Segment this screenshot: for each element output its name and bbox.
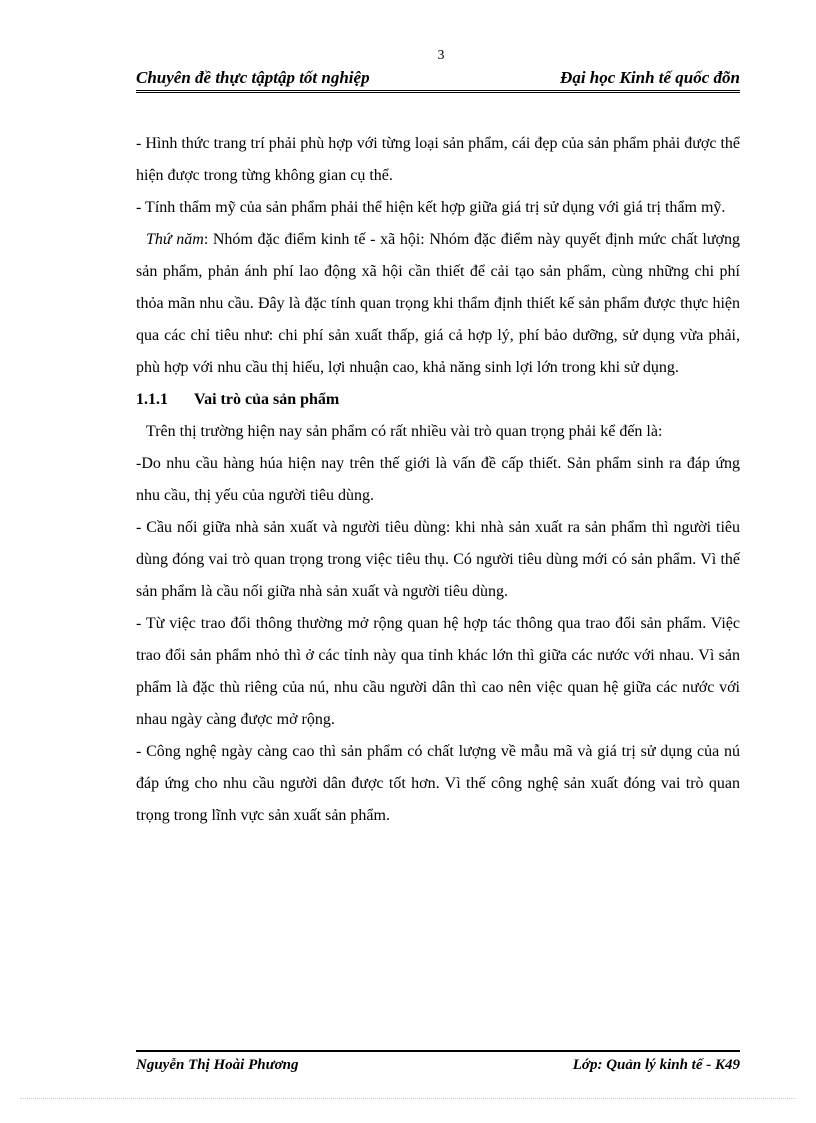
section-number: 1.1.1 bbox=[136, 391, 168, 408]
section-heading bbox=[136, 384, 740, 416]
thu-nam-label: Thứ năm bbox=[146, 231, 204, 248]
paragraph: - Tính thẩm mỹ của sản phẩm phải thể hiện kết hợp giữa giá trị sử dụng với giá trị thẩm mỹ. bbox=[136, 199, 726, 216]
footer-class: Lớp: Quản lý kinh tế - K49 bbox=[572, 1057, 740, 1073]
paragraph: - Cầu nối giữa nhà sản xuất và người tiêu dùng: khi nhà sản xuất ra sản phẩm thì người tiêu dùng đóng vai trò quan trọng trong việc tiêu thụ. Có người tiêu dùng mới có sản phẩm. Vì thế sản phẩm là cầu nối giữa nhà sản xuất và người tiêu dùng. bbox=[136, 519, 740, 600]
paragraph: - Công nghệ ngày càng cao thì sản phẩm có chất lượng về mẫu mã và giá trị sử dụng của nú đáp ứng cho nhu cầu người dân được tốt hơn. Vì thế công nghệ sản xuất đóng vai trò quan trọng trong lĩnh vực sản xuất sản phẩm. bbox=[136, 743, 740, 824]
footer-author: Nguyễn Thị Hoài Phương bbox=[136, 1057, 299, 1073]
paragraph: Trên thị trường hiện nay sản phẩm có rất nhiều vài trò quan trọng phải kể đến là: bbox=[146, 423, 663, 440]
section-title: Vai trò của sản phẩm bbox=[194, 391, 340, 408]
paragraph: - Từ việc trao đổi thông thường mở rộng quan hệ hợp tác thông qua trao đổi sản phẩm. Việc trao đổi sản phẩm nhỏ thì ở các tỉnh này qua tỉnh khác lớn thì giữa các nước với nhau. Vì sản phẩm là đặc thù riêng của nú, nhu cầu người dân thì cao nên việc quan hệ giữa các nước với nhau ngày càng được mở rộng. bbox=[136, 615, 740, 728]
page-number: 3 bbox=[437, 48, 445, 63]
header-left-title: Chuyên đề thực tậptập tốt nghiệp bbox=[136, 68, 370, 87]
page-edge-divider bbox=[20, 1098, 796, 1099]
paragraph: -Do nhu cầu hàng húa hiện nay trên thế giới là vấn đề cấp thiết. Sản phẩm sinh ra đáp ứng nhu cầu, thị yếu của người tiêu dùng. bbox=[136, 455, 740, 504]
document-body bbox=[136, 128, 740, 832]
header-right-title: Đại học Kinh tế quốc đõn bbox=[560, 68, 740, 87]
page-footer bbox=[136, 1050, 740, 1080]
page-header bbox=[136, 66, 740, 93]
paragraph: - Hình thức trang trí phải phù hợp với từng loại sản phẩm, cái đẹp của sản phẩm phải được thể hiện được trong từng không gian cụ thể. bbox=[136, 135, 740, 184]
thu-nam-text: : Nhóm đặc điểm kinh tế - xã hội: Nhóm đặc điểm này quyết định mức chất lượng sản phẩm, phản ánh phí lao động xã hội cần thiết để cải tạo sản phẩm, cùng những chi phí thỏa mãn nhu cầu. Đây là đặc tính quan trọng khi thẩm định thiết kế sản phẩm được thực hiện qua các chỉ tiêu như: chi phí sản xuất thấp, giá cả hợp lý, phí bảo dưỡng, sử dụng vừa phải, phù hợp với nhu cầu thị hiếu, lợi nhuận cao, khả năng sinh lợi lớn trong khi sử dụng. bbox=[136, 231, 741, 376]
paragraph-thu-nam bbox=[136, 224, 740, 384]
